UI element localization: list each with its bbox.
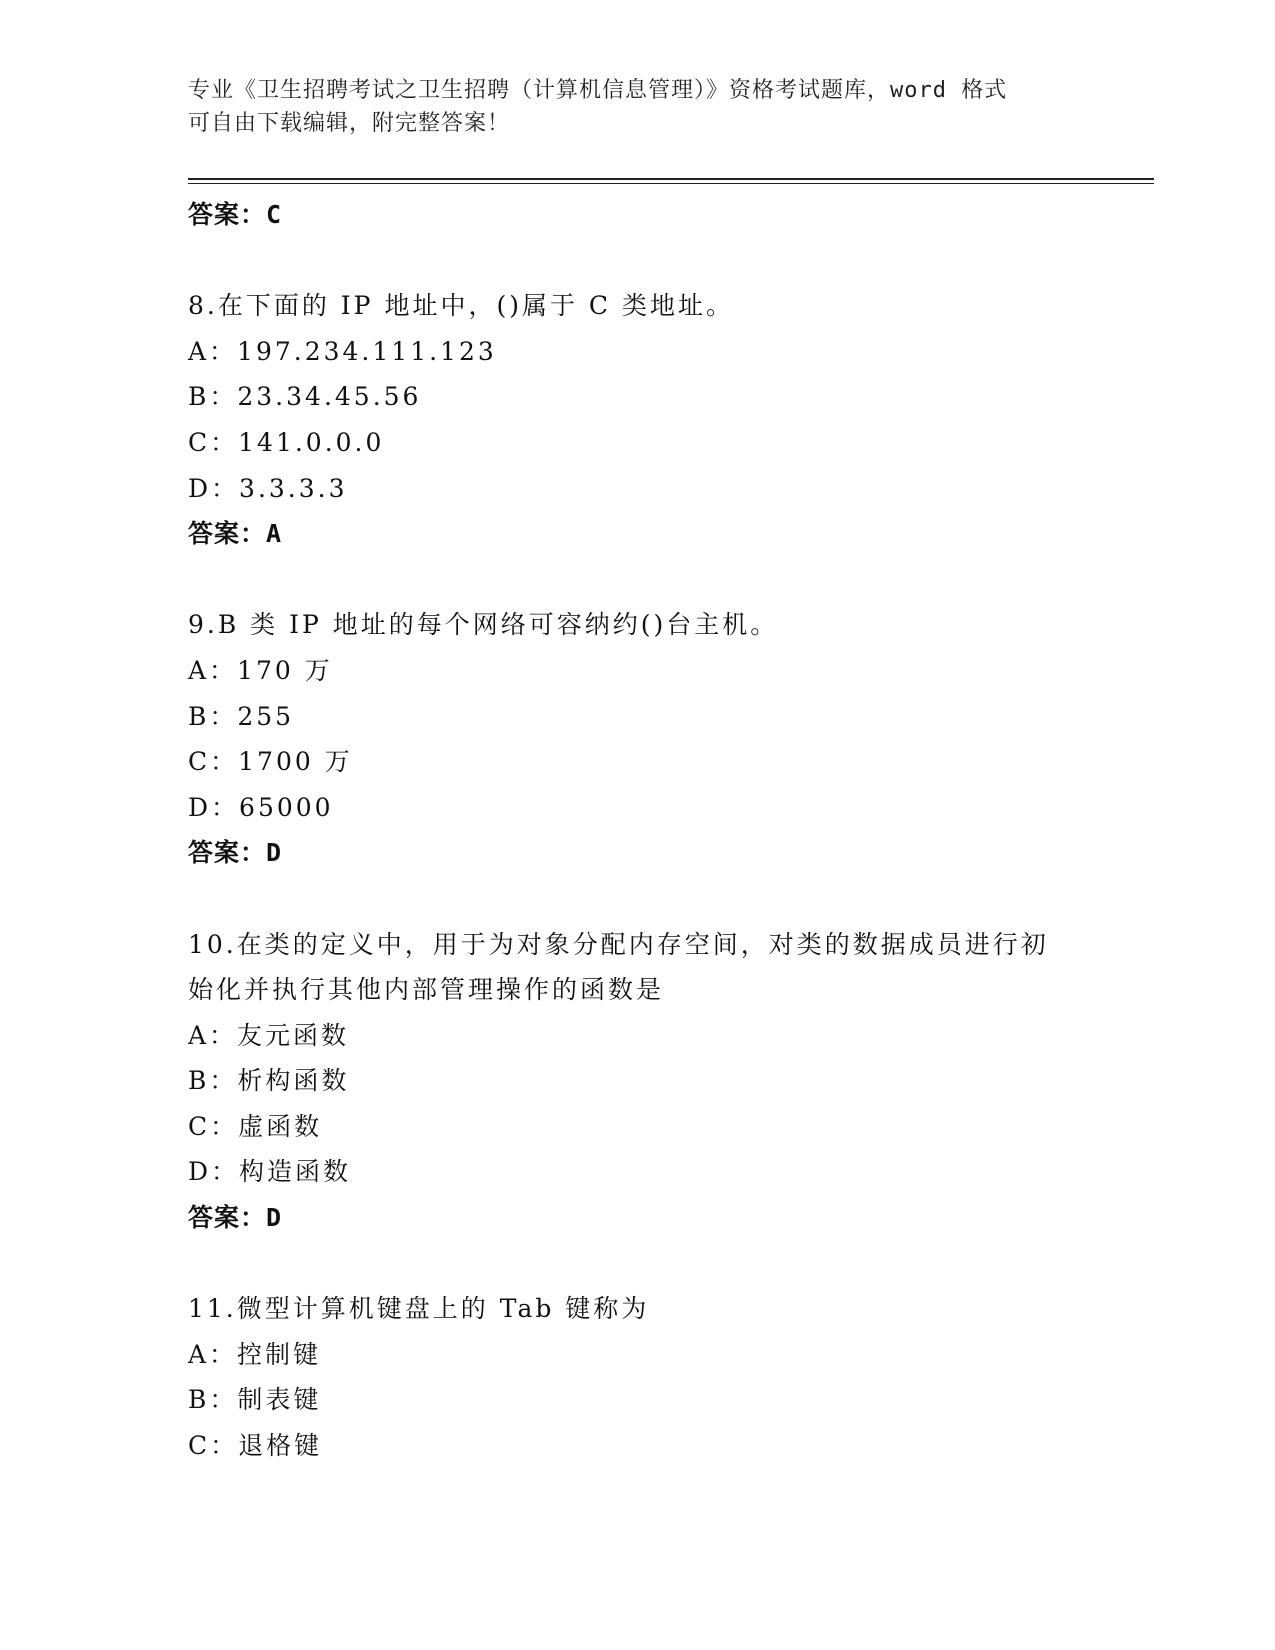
question-9-option-d: D：65000 — [188, 792, 334, 822]
spacer — [188, 238, 1088, 284]
question-8-option-d: D：3.3.3.3 — [188, 473, 348, 503]
question-10-answer: 答案：D — [188, 1203, 283, 1233]
question-8-option-b: B：23.34.45.56 — [188, 382, 422, 412]
question-8-option-a: A：197.234.111.123 — [188, 336, 497, 366]
question-8-text: 8.在下面的 IP 地址中，()属于 C 类地址。 — [188, 291, 734, 321]
spacer — [188, 876, 1088, 922]
question-9-text: 9.B 类 IP 地址的每个网络可容纳约()台主机。 — [188, 610, 779, 640]
question-10-option-d: D：构造函数 — [188, 1157, 352, 1187]
question-11-option-b: B：制表键 — [188, 1385, 322, 1415]
question-10-option-c: C：虚函数 — [188, 1111, 323, 1141]
document-header — [188, 74, 1088, 140]
question-10-text-line-2: 始化并执行其他内部管理操作的函数是 — [188, 975, 665, 1005]
question-list — [188, 192, 1088, 1469]
answer-line: 答案：C — [188, 200, 283, 229]
question-11-text: 11.微型计算机键盘上的 Tab 键称为 — [188, 1294, 650, 1324]
question-9-option-a: A：170 万 — [188, 655, 333, 685]
question-9-answer: 答案：D — [188, 838, 283, 868]
question-8-answer: 答案：A — [188, 519, 283, 549]
question-11-option-c: C：退格键 — [188, 1431, 323, 1461]
header-divider — [188, 178, 1154, 184]
spacer — [188, 1241, 1088, 1287]
question-10-option-a: A：友元函数 — [188, 1020, 350, 1050]
question-11-option-a: A：控制键 — [188, 1339, 322, 1369]
question-10-text-line-1: 10.在类的定义中，用于为对象分配内存空间，对类的数据成员进行初 — [188, 929, 1049, 959]
question-8-option-c: C：141.0.0.0 — [188, 427, 385, 457]
question-10-option-b: B：析构函数 — [188, 1066, 350, 1096]
question-9-option-b: B：255 — [188, 701, 295, 731]
header-line-1: 专业《卫生招聘考试之卫生招聘（计算机信息管理）》资格考试题库，word 格式 — [188, 78, 1008, 103]
header-line-2: 可自由下载编辑，附完整答案！ — [188, 111, 511, 136]
question-9-option-c: C：1700 万 — [188, 747, 353, 777]
spacer — [188, 557, 1088, 603]
